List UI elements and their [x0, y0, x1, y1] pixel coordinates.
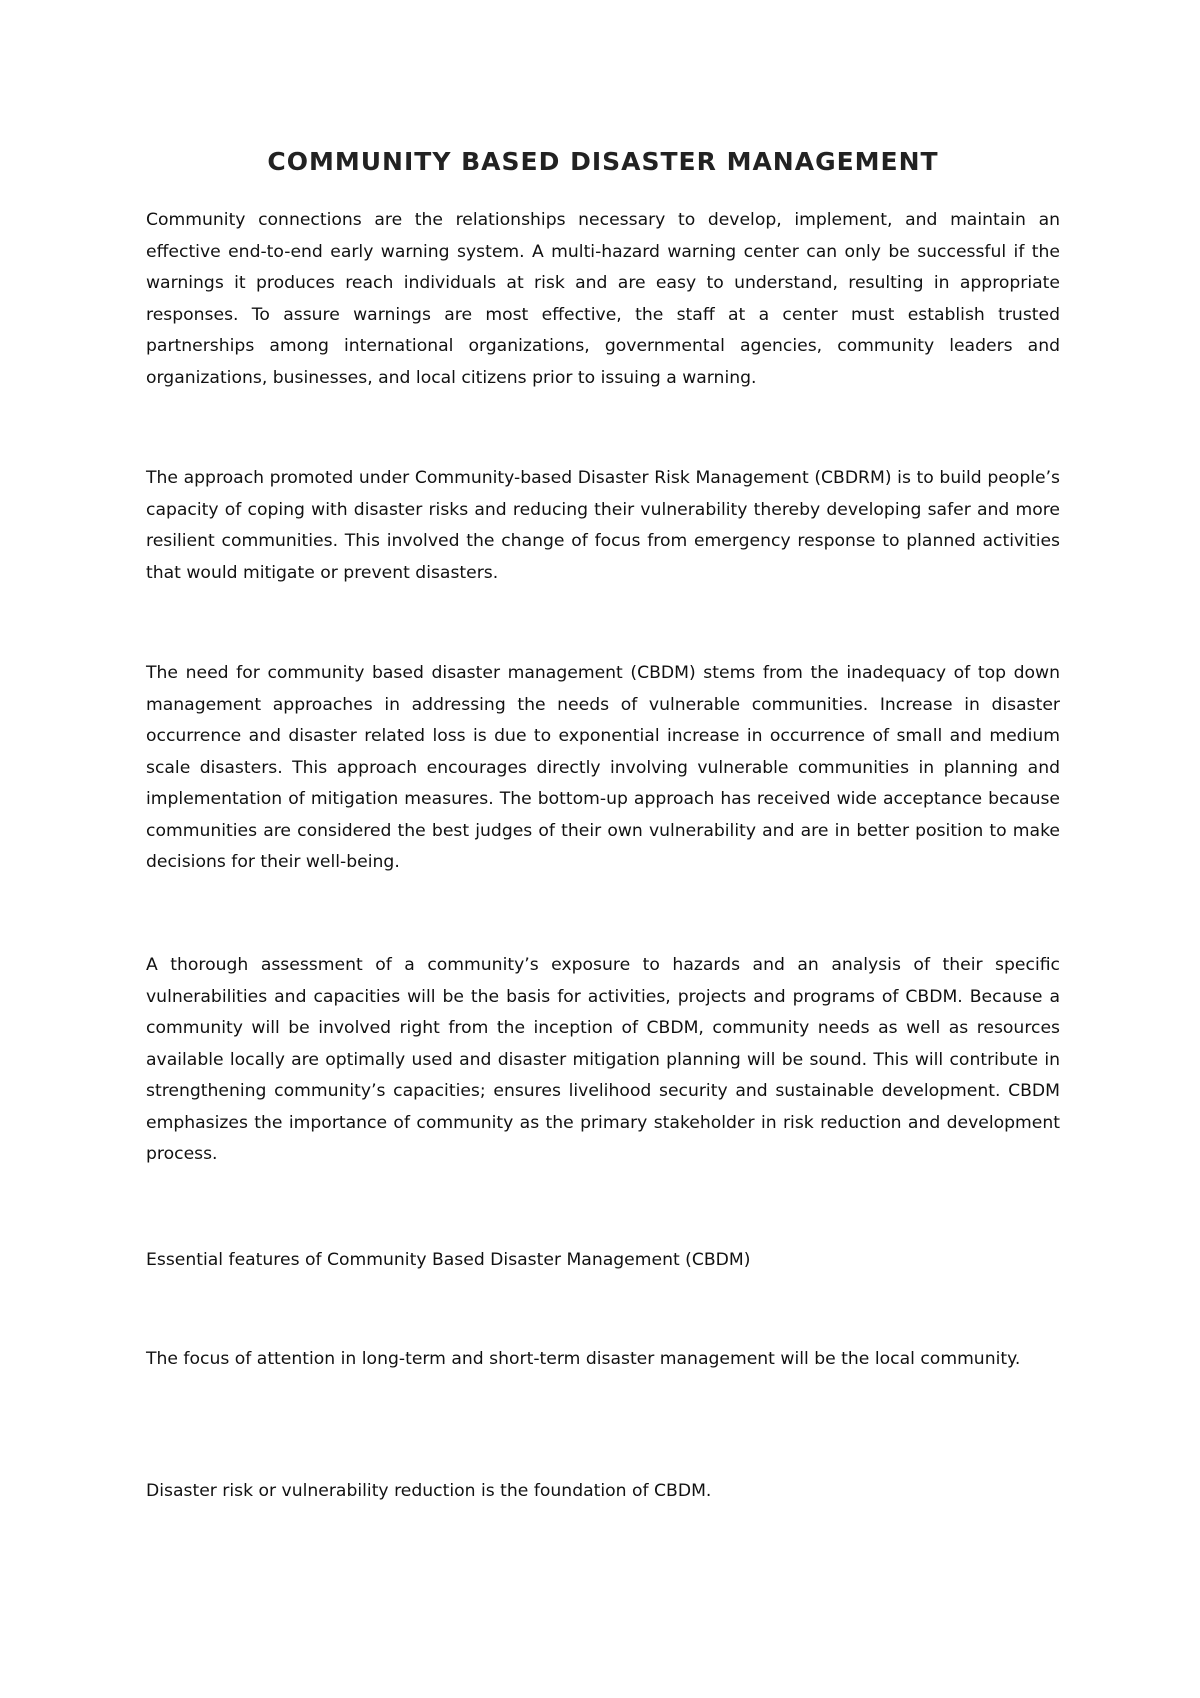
paragraph-need-for-cbdm: The need for community based disaster management (CBDM) stems from the inadequacy of top down management approaches in addressing the needs of vulnerable communities. Increase in disaster occurrence and disaster related loss is due to exponential increase in occurrence of small and medium scale disasters. This approach encourages directly involving vulnerable communities in planning and implementation of mitigation measures. The bottom-up approach has received wide acceptance because communities are considered the best judges of their own vulnerability and are in better position to make decisions for their well-being. [146, 663, 1060, 872]
paragraph-assessment: A thorough assessment of a community’s exposure to hazards and an analysis of their specific vulnerabilities and capacities will be the basis for activities, projects and programs of CBDM. Because a community will be involved right from the inception of CBDM, community needs as well as resources available locally are optimally used and disaster mitigation planning will be sound. This will contribute in strengthening community’s capacities; ensures livelihood security and sustainable development. CBDM emphasizes the importance of community as the primary stakeholder in risk reduction and development process. [146, 955, 1060, 1164]
paragraph-focus-of-attention: The focus of attention in long-term and short-term disaster management will be the local community. [146, 1349, 1021, 1369]
document-title: COMMUNITY BASED DISASTER MANAGEMENT [267, 147, 939, 176]
paragraph-risk-reduction: Disaster risk or vulnerability reduction is the foundation of CBDM. [146, 1481, 712, 1501]
section-heading-essential-features: Essential features of Community Based Disaster Management (CBDM) [146, 1250, 751, 1270]
paragraph-cbdrm-approach: The approach promoted under Community-based Disaster Risk Management (CBDRM) is to build people’s capacity of coping with disaster risks and reducing their vulnerability thereby developing safer and more resilient communities. This involved the change of focus from emergency response to planned activities that would mitigate or prevent disasters. [146, 468, 1060, 583]
paragraph-community-connections: Community connections are the relationships necessary to develop, implement, and maintain an effective end-to-end early warning system. A multi-hazard warning center can only be successful if the warnings it produces reach individuals at risk and are easy to understand, resulting in appropriate responses. To assure warnings are most effective, the staff at a center must establish trusted partnerships among international organizations, governmental agencies, community leaders and organizations, businesses, and local citizens prior to issuing a warning. [146, 210, 1060, 388]
